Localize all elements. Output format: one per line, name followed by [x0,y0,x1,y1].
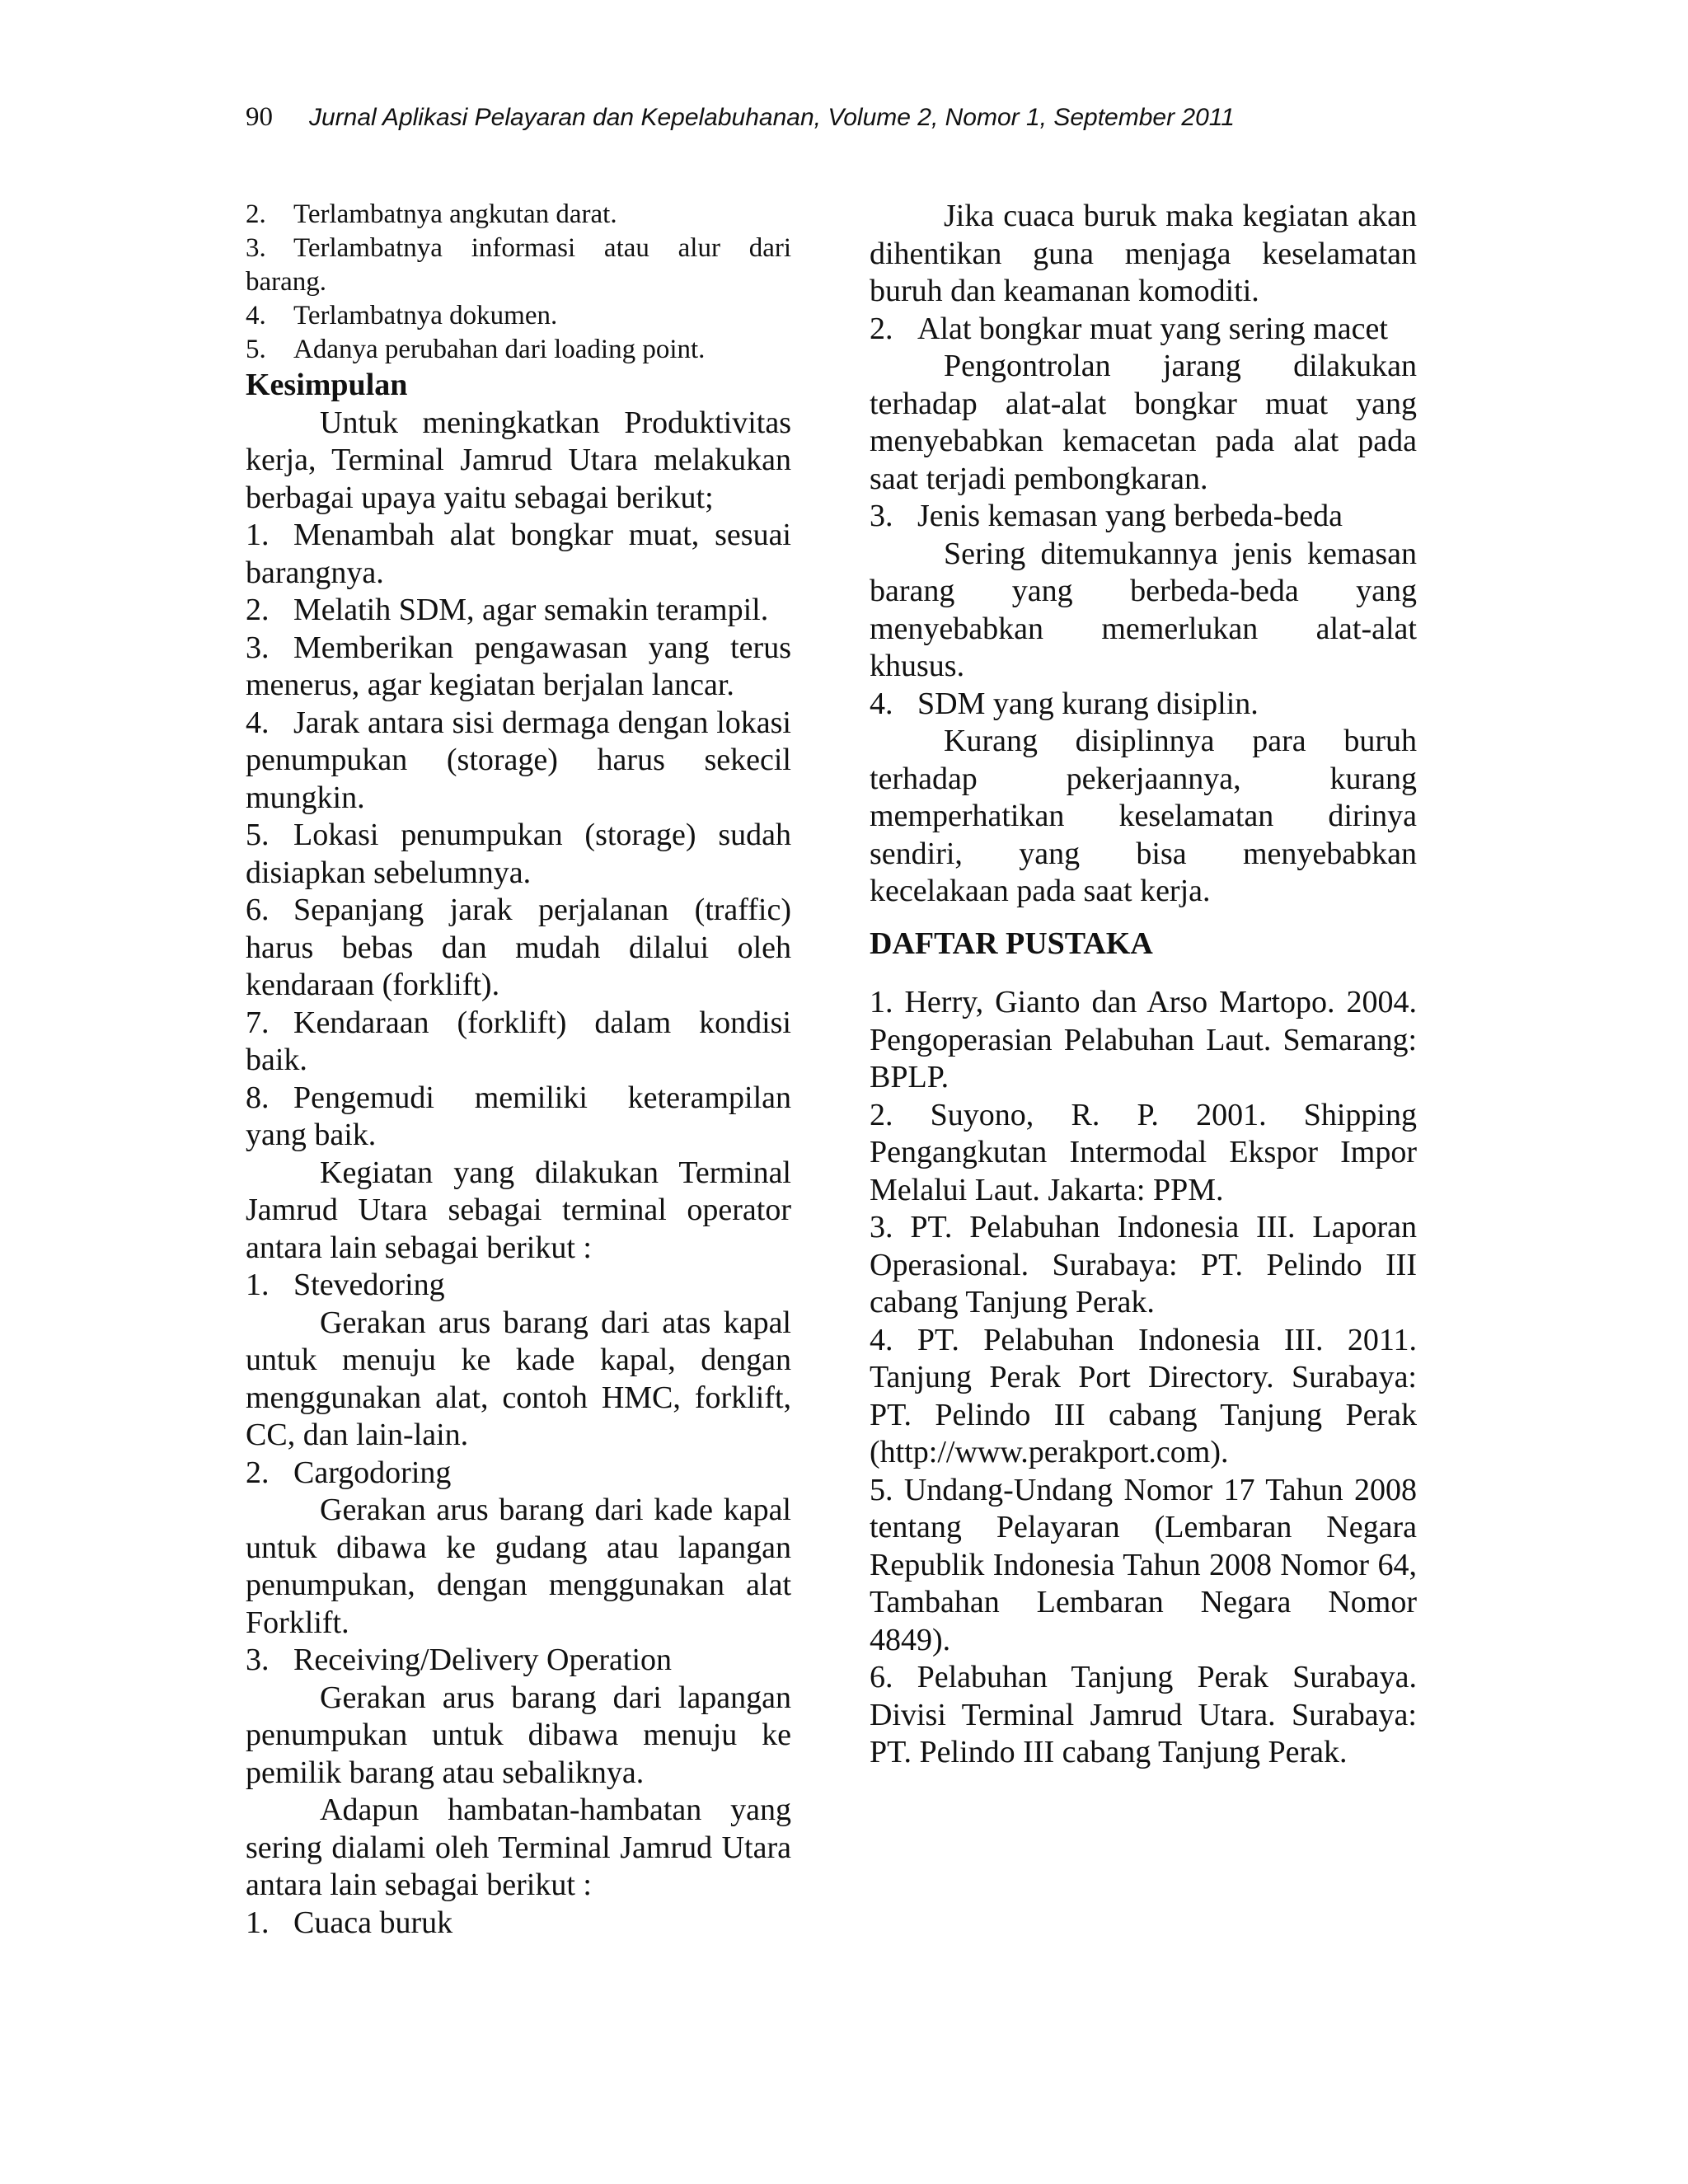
journal-title: Jurnal Aplikasi Pelayaran dan Kepelabuhanan, Volume 2, Nomor 1, September 2011 [309,104,1235,131]
list-item: 5. Adanya perubahan dari loading point. [246,335,706,364]
list-item: 4. Jarak antara sisi dermaga dengan lokasi penumpukan (storage) harus sekecil mungkin. [246,705,791,815]
reference-item: 5. Undang-Undang Nomor 17 Tahun 2008 tentang Pelayaran (Lembaran Negara Republik Indonesia Tahun 2008 Nomor 64, Tambahan Lembaran Negara Nomor 4849). [870,1472,1417,1657]
upaya-list [246,517,791,1155]
list-item: 6. Sepanjang jarak perjalanan (traffic) harus bebas dan mudah dilalui oleh kendaraan (forklift). [246,893,791,1002]
hambatan-desc: Kurang disiplinnya para buruh terhadap pekerjaannya, kurang memperhatikan keselamatan dirinya sendiri, yang bisa menyebabkan kecelakaan pada saat kerja. [870,724,1417,908]
list-item: 1. Menambah alat bongkar muat, sesuai barangnya. [246,518,791,590]
kegiatan-desc: Gerakan arus barang dari kade kapal untuk dibawa ke gudang atau lapangan penumpukan, dengan menggunakan alat Forklift. [246,1493,791,1640]
left-column [246,198,791,1942]
hambatan-desc: Pengontrolan jarang dilakukan terhadap alat-alat bongkar muat yang menyebabkan kemacetan pada alat pada saat terjadi pembongkaran. [870,349,1417,496]
pustaka-heading: DAFTAR PUSTAKA [870,926,1153,961]
kesimpulan-heading: Kesimpulan [246,368,408,402]
list-item: 4. Terlambatnya dokumen. [246,301,558,330]
kegiatan-intro: Kegiatan yang dilakukan Terminal Jamrud Utara sebagai terminal operator antara lain sebagai berikut : [246,1155,791,1265]
page-number: 90 [246,102,273,132]
right-column [870,198,1417,1772]
hambatan-title: 4. SDM yang kurang disiplin. [870,686,1259,721]
reference-item: 6. Pelabuhan Tanjung Perak Surabaya. Divisi Terminal Jamrud Utara. Surabaya: PT. Pelindo III cabang Tanjung Perak. [870,1660,1417,1769]
list-item: 8. Pengemudi memiliki keterampilan yang baik. [246,1080,791,1152]
hambatan-title: 2. Alat bongkar muat yang sering macet [870,311,1388,346]
reference-item: 4. PT. Pelabuhan Indonesia III. 2011. Tanjung Perak Port Directory. Surabaya: PT. Pelindo III cabang Tanjung Perak (http://www.perakport.com). [870,1322,1417,1469]
reference-item: 1. Herry, Gianto dan Arso Martopo. 2004. Pengoperasian Pelabuhan Laut. Semarang: BPLP. [870,985,1417,1094]
kegiatan-title: 3. Receiving/Delivery Operation [246,1643,673,1677]
page-header [246,101,1235,134]
hambatan-intro: Adapun hambatan-hambatan yang sering dialami oleh Terminal Jamrud Utara antara lain sebagai berikut : [246,1793,791,1902]
list-item: 2. Melatih SDM, agar semakin terampil. [246,593,769,627]
kegiatan-title: 1. Stevedoring [246,1268,445,1302]
list-item: 2. Terlambatnya angkutan darat. [246,199,617,229]
hambatan-title: 3. Jenis kemasan yang berbeda-beda [870,499,1343,533]
reference-item: 2. Suyono, R. P. 2001. Shipping Pengangkutan Intermodal Ekspor Impor Melalui Laut. Jakarta: PPM. [870,1097,1417,1207]
kesimpulan-intro: Untuk meningkatkan Produktivitas kerja, Terminal Jamrud Utara melakukan berbagai upaya yaitu sebagai berikut; [246,405,791,515]
kegiatan-title: 2. Cargodoring [246,1455,452,1490]
hambatan-title: 1. Cuaca buruk [246,1905,453,1940]
cuaca-desc: Jika cuaca buruk maka kegiatan akan dihentikan guna menjaga keselamatan buruh dan keamanan komoditi. [870,199,1417,308]
list-item: 5. Lokasi penumpukan (storage) sudah disiapkan sebelumnya. [246,818,791,890]
kegiatan-desc: Gerakan arus barang dari atas kapal untuk menuju ke kade kapal, dengan menggunakan alat, contoh HMC, forklift, CC, dan lain-lain. [246,1305,791,1452]
top-list [246,198,791,367]
reference-item: 3. PT. Pelabuhan Indonesia III. Laporan Operasional. Surabaya: PT. Pelindo III cabang Tanjung Perak. [870,1210,1417,1319]
list-item: 7. Kendaraan (forklift) dalam kondisi baik. [246,1005,791,1077]
kegiatan-desc: Gerakan arus barang dari lapangan penumpukan untuk dibawa menuju ke pemilik barang atau sebaliknya. [246,1680,791,1790]
list-item: 3. Terlambatnya informasi atau alur dari barang. [246,233,791,297]
hambatan-desc: Sering ditemukannya jenis kemasan barang yang berbeda-beda yang menyebabkan memerlukan alat-alat khusus. [870,536,1417,683]
reference-list [870,984,1417,1772]
list-item: 3. Memberikan pengawasan yang terus menerus, agar kegiatan berjalan lancar. [246,630,791,702]
